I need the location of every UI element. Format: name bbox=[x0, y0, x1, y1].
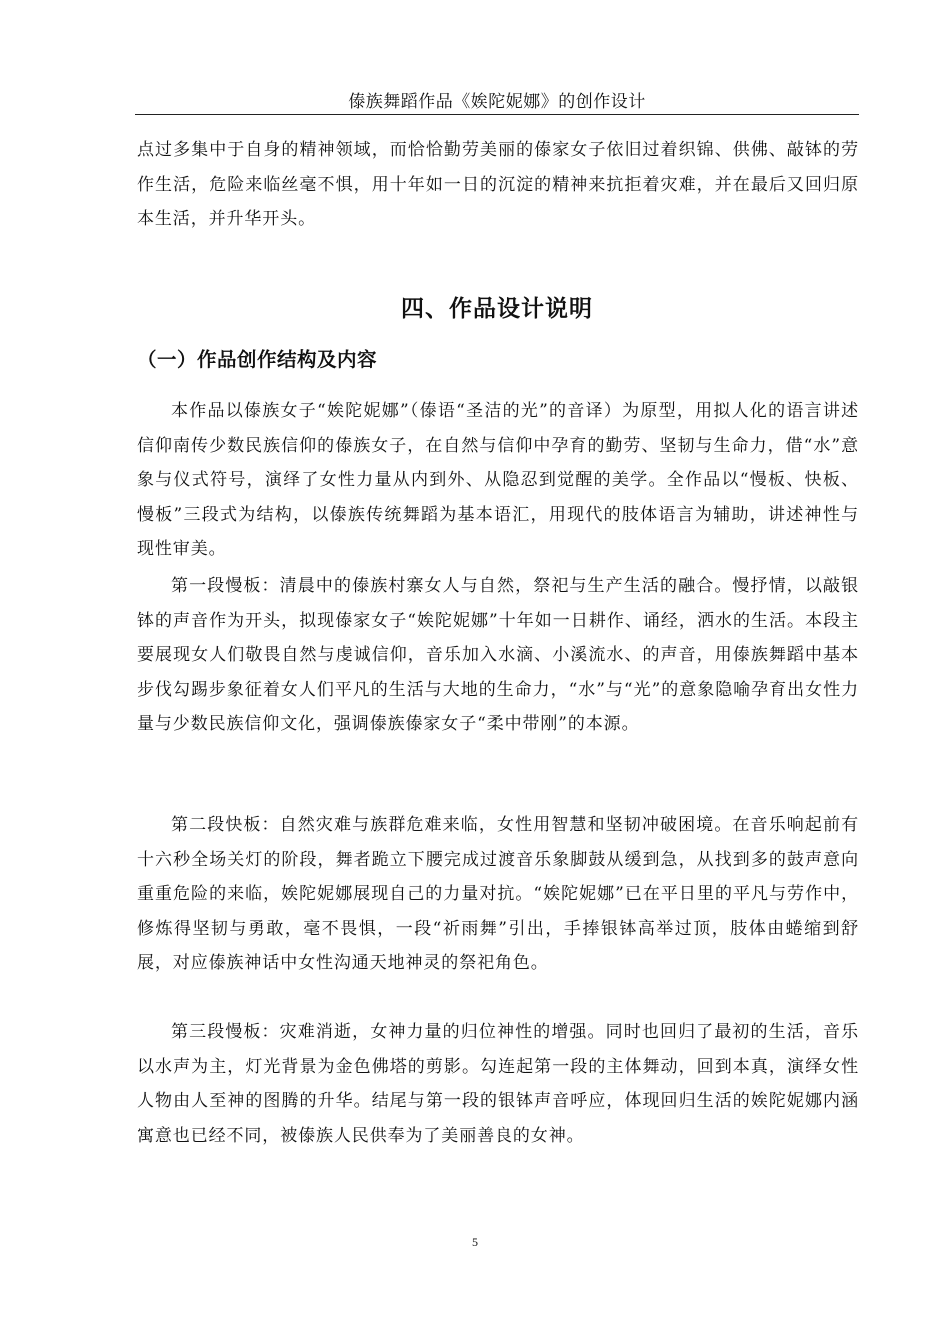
paragraph-third-section: 第三段慢板：灾难消逝，女神力量的归位神性的增强。同时也回归了最初的生活，音乐以水声为主，灯光背景为金色佛塔的剪影。勾连起第一段的主体舞动，回到本真，演绎女性人物由人至神的图腾的升华。结尾与第一段的银钵声音呼应，体现回归生活的娭陀妮娜内涵寓意也已经不同，被傣族人民供奉为了美丽善良的女神。 bbox=[137, 1022, 859, 1146]
paragraph-first-section: 第一段慢板：清晨中的傣族村寨女人与自然，祭祀与生产生活的融合。慢抒情，以敲银钵的声音作为开头，拟现傣家女子“娭陀妮娜”十年如一日耕作、诵经，洒水的生活。本段主要展现女人们敬畏自然与虔诚信仰，音乐加入水滴、小溪流水、的声音，用傣族舞蹈中基本步伐勾踢步象征着女人们平凡的生活与大地的生命力，“水”与“光”的意象隐喻孕育出女性力量与少数民族信仰文化，强调傣族傣家女子“柔中带刚”的本源。 bbox=[137, 576, 859, 734]
section-title: 四、作品设计说明 bbox=[401, 296, 593, 322]
running-header: 傣族舞蹈作品《娭陀妮娜》的创作设计 bbox=[348, 92, 646, 112]
paragraph-overview: 本作品以傣族女子“娭陀妮娜”（傣语“圣洁的光”的音译）为原型，用拟人化的语言讲述信仰南传少数民族信仰的傣族女子，在自然与信仰中孕育的勤劳、坚韧与生命力，借“水”意象与仪式符号，演绎了女性力量从内到外、从隐忍到觉醒的美学。全作品以“慢板、快板、慢板”三段式为结构，以傣族传统舞蹈为基本语汇，用现代的肢体语言为辅助，讲述神性与现性审美。 bbox=[137, 401, 859, 559]
page-number: 5 bbox=[472, 1235, 478, 1249]
header-rule bbox=[135, 114, 859, 115]
continued-paragraph: 点过多集中于自身的精神领域，而恰恰勤劳美丽的傣家女子依旧过着织锦、供佛、敲钵的劳作生活，危险来临丝毫不惧，用十年如一日的沉淀的精神来抗拒着灾难，并在最后又回归原本生活，并升华开头。 bbox=[137, 140, 859, 229]
paragraph-second-section: 第二段快板：自然灾难与族群危难来临，女性用智慧和坚韧冲破困境。在音乐响起前有十六秒全场关灯的阶段，舞者跪立下腰完成过渡音乐象脚鼓从缓到急，从找到多的鼓声意向重重危险的来临，娭陀妮娜展现自己的力量对抗。“娭陀妮娜”已在平日里的平凡与劳作中，修炼得坚韧与勇敢，毫不畏惧，一段“祈雨舞”引出，手捧银钵高举过顶，肢体由蜷缩到舒展，对应傣族神话中女性沟通天地神灵的祭祀角色。 bbox=[137, 815, 859, 973]
subsection-title: （一）作品创作结构及内容 bbox=[137, 348, 378, 371]
